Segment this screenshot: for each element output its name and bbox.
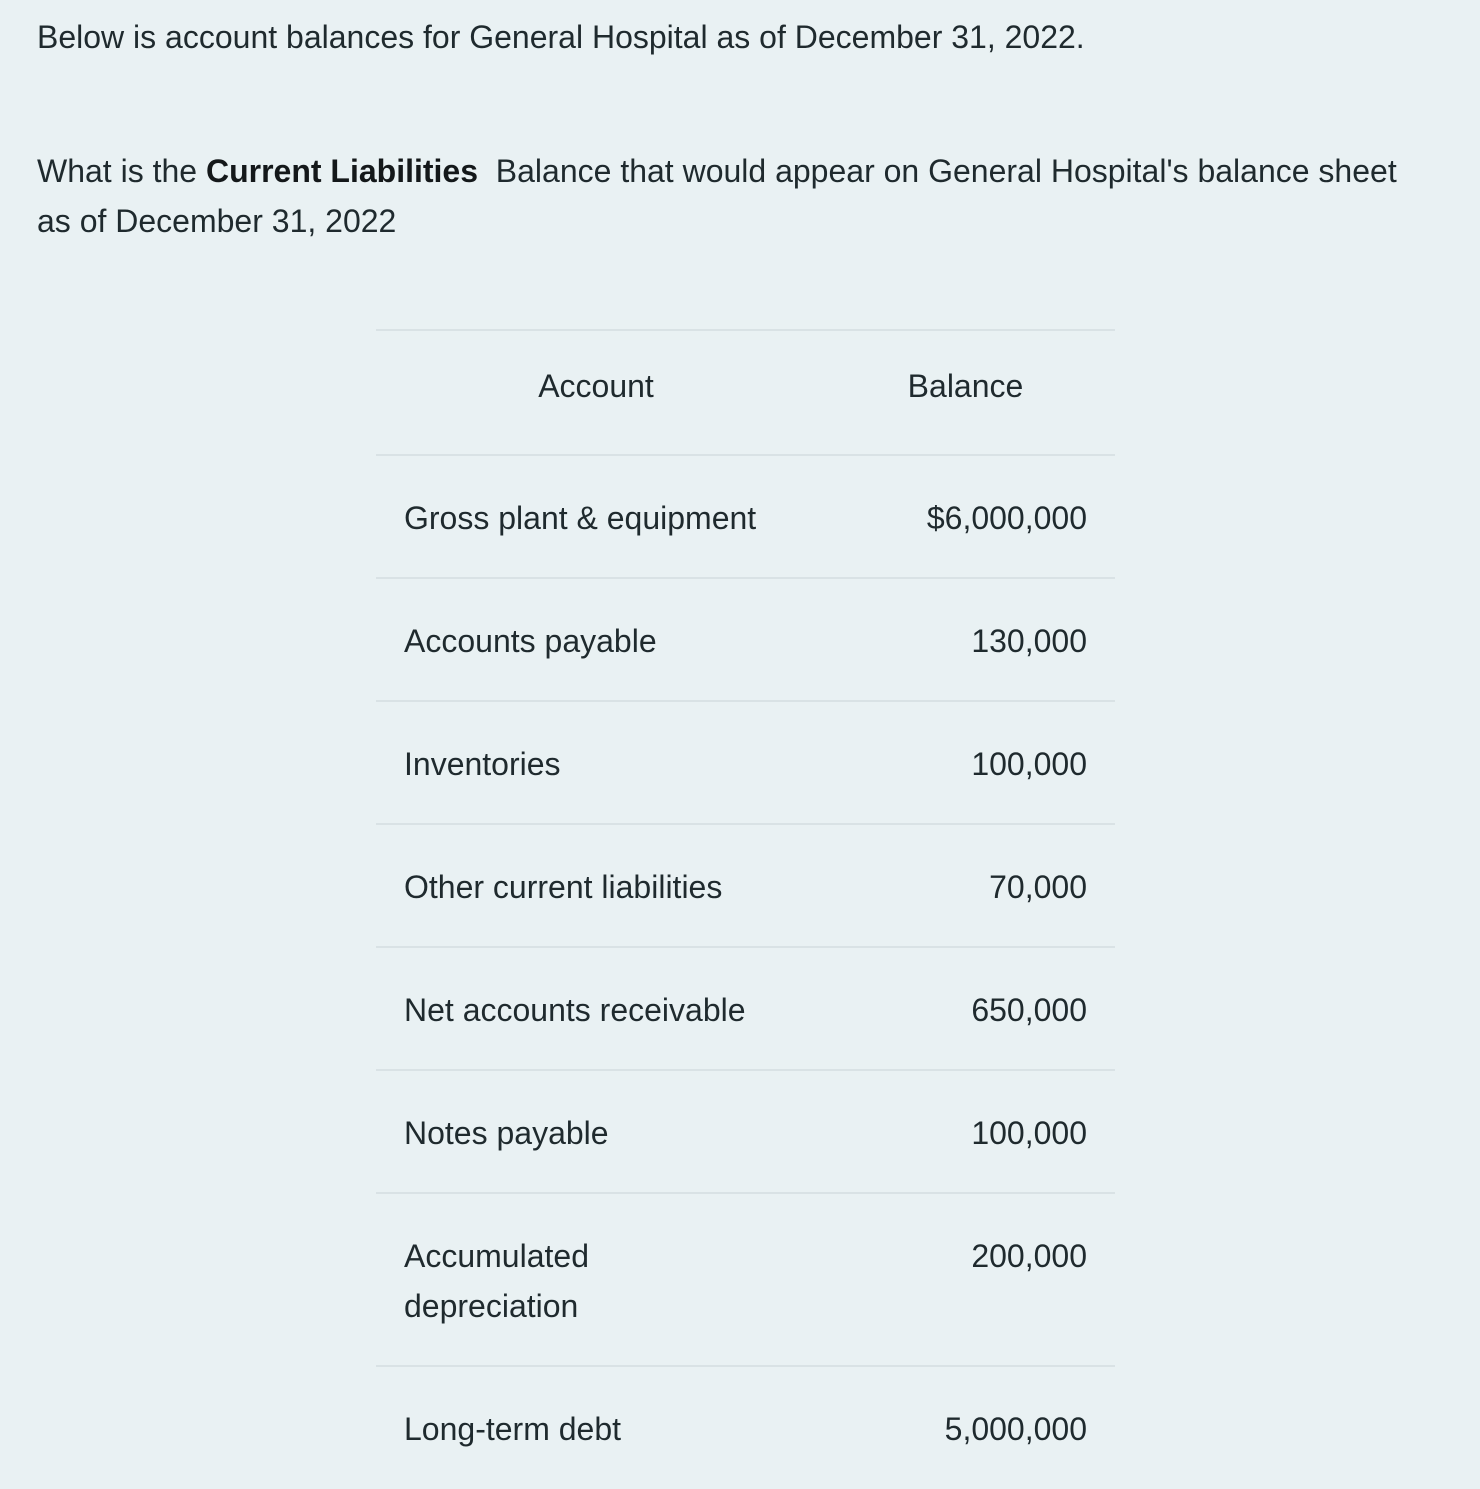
question-emphasis: Current Liabilities <box>205 153 478 189</box>
account-name: Accounts payable <box>376 578 816 701</box>
account-balance: 130,000 <box>816 578 1115 701</box>
account-name: Other current liabilities <box>376 824 816 947</box>
table-row <box>376 947 1115 1070</box>
account-name: Inventories <box>376 701 816 824</box>
table-row <box>376 701 1115 824</box>
account-name: Notes payable <box>376 1070 816 1193</box>
table-row <box>376 578 1115 701</box>
table-row <box>376 1366 1115 1489</box>
account-balance: $6,000,000 <box>816 455 1115 578</box>
account-balance: 650,000 <box>816 947 1115 1070</box>
balances-table-container <box>376 329 1115 1489</box>
account-name: Long-term debt <box>376 1366 816 1489</box>
account-balance: 70,000 <box>816 824 1115 947</box>
question-rest: Balance that would appear on General Hospital's balance sheet as of December 31, 2022 <box>37 153 1406 239</box>
question-lead: What is the <box>37 153 206 189</box>
balances-table <box>376 329 1115 1489</box>
account-name: Net accounts receivable <box>376 947 816 1070</box>
table-row <box>376 1193 1115 1366</box>
account-name: Gross plant & equipment <box>376 455 816 578</box>
header-balance: Balance <box>816 330 1115 455</box>
table-row <box>376 455 1115 578</box>
table-header-row <box>376 330 1115 455</box>
intro-text: Below is account balances for General Hospital as of December 31, 2022. <box>37 19 1085 55</box>
account-balance: 5,000,000 <box>816 1366 1115 1489</box>
account-balance: 200,000 <box>816 1193 1115 1366</box>
header-account: Account <box>376 330 816 455</box>
account-balance: 100,000 <box>816 1070 1115 1193</box>
question-text <box>37 146 1437 246</box>
table-row <box>376 1070 1115 1193</box>
table-row <box>376 824 1115 947</box>
account-name: Accumulated depreciation <box>376 1193 816 1366</box>
account-balance: 100,000 <box>816 701 1115 824</box>
